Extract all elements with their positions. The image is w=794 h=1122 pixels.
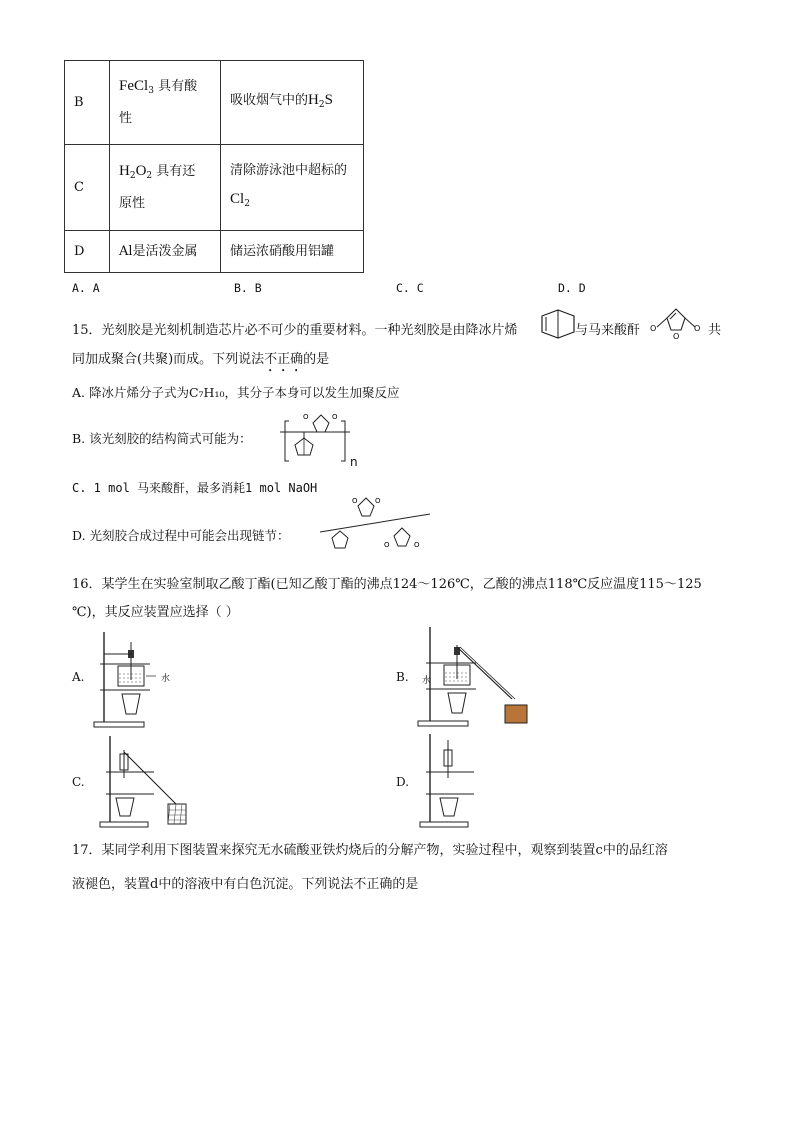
q14-option-c: C. C — [396, 281, 424, 295]
svg-text:O: O — [673, 332, 680, 341]
apparatus-b — [416, 627, 531, 727]
svg-text:O: O — [352, 497, 358, 505]
q15-option-c: C. 1 mol 马来酸酐，最多消耗1 mol NaOH — [72, 481, 318, 495]
row-label: D — [65, 231, 110, 273]
use-cell: 清除游泳池中超标的 $Cl_2$ — [221, 145, 364, 231]
svg-text:O: O — [375, 497, 381, 505]
options-table — [64, 60, 364, 273]
use-cell: 储运浓硝酸用铝罐 — [221, 231, 364, 273]
q15-option-d: D. 光刻胶合成过程中可能会出现链节： — [72, 528, 290, 543]
svg-text:O: O — [650, 324, 657, 333]
q15-stem-line1c: 共 — [708, 323, 722, 338]
table-row — [65, 145, 364, 231]
row-label: B — [65, 61, 110, 145]
svg-text:O: O — [694, 324, 701, 333]
option-c-label: C. — [72, 775, 85, 789]
q14-option-b: B. B — [234, 281, 262, 295]
q17-stem-line2: 液褪色，装置d中的溶液中有白色沉淀。下列说法不正确的是 — [72, 877, 419, 892]
property-cell: Al是活泼金属 — [110, 231, 221, 273]
q17-stem-line1: 17．某同学利用下图装置来探究无水硫酸亚铁灼烧后的分解产物，实验过程中，观察到装置c中的品红溶 — [72, 843, 668, 858]
svg-text:O: O — [414, 541, 420, 549]
water-label-a: 水 — [161, 674, 171, 684]
property-cell: $H_2O_2$ 具有还 原性 — [110, 145, 221, 231]
maleic-anhydride-structure — [650, 300, 710, 340]
water-label-b: 水 — [422, 676, 432, 686]
q14-option-d: D. D — [558, 281, 586, 295]
option-b-label: B. — [396, 670, 409, 684]
svg-text:O: O — [384, 541, 390, 549]
q16-stem-line2: ℃)，其反应装置应选择（ ） — [72, 605, 239, 620]
q15-stem-line1: 15．光刻胶是光刻机制造芯片必不可少的重要材料。一种光刻胶是由降冰片烯 — [72, 323, 518, 338]
chain-link-structure — [318, 494, 438, 560]
norbornene-structure — [538, 306, 578, 340]
q14-option-a: A. A — [72, 281, 100, 295]
apparatus-a — [92, 632, 202, 728]
photoresist-structure — [275, 407, 355, 467]
q16-stem-line1: 16．某学生在实验室制取乙酸丁酯(已知乙酸丁酯的沸点124～126℃，乙酸的沸点118℃反应温度115～125 — [72, 577, 702, 592]
apparatus-c — [98, 736, 198, 830]
svg-text:O: O — [303, 413, 309, 421]
use-cell: 吸收烟气中的$H_2S$ — [221, 61, 364, 145]
apparatus-d — [418, 734, 488, 830]
q15-stem-line2: 同加成聚合(共聚)而成。下列说法不正确的是 — [72, 352, 330, 367]
option-a-label: A. — [72, 670, 85, 684]
polymer-subscript-n: n — [350, 455, 358, 469]
row-label: C — [65, 145, 110, 231]
table-row — [65, 231, 364, 273]
q15-option-a: A. 降冰片烯分子式为C₇H₁₀，其分子本身可以发生加聚反应 — [72, 385, 400, 400]
q15-option-b: B. 该光刻胶的结构简式可能为： — [72, 431, 252, 446]
svg-text:O: O — [332, 413, 338, 421]
option-d-label: D. — [396, 775, 410, 789]
table-row — [65, 61, 364, 145]
q15-stem-line1b: 与马来酸酐 — [575, 323, 641, 338]
property-cell: FeCl$_3$ 具有酸 性 — [110, 61, 221, 145]
